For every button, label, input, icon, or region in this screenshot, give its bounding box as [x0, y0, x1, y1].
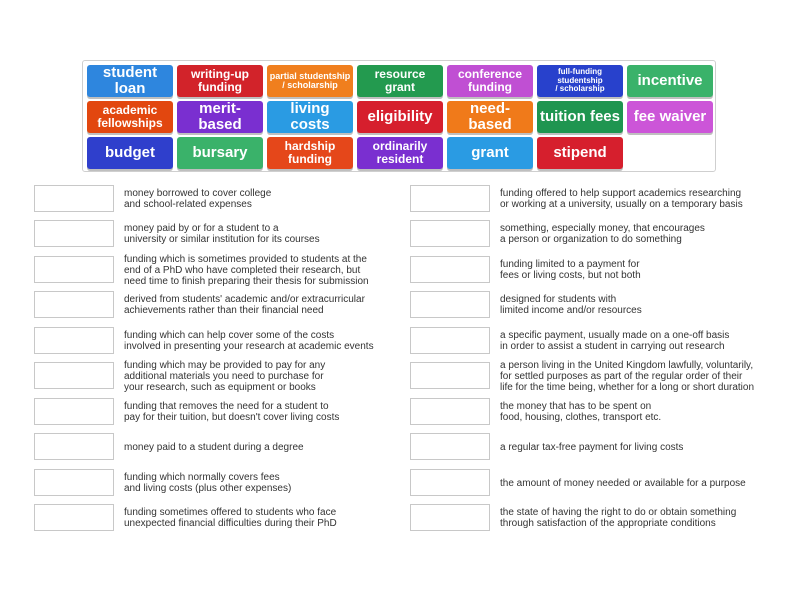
- right-drop-zone[interactable]: [410, 256, 490, 283]
- tile-resource-grant[interactable]: resource grant: [357, 65, 443, 97]
- definition-text: funding which can help cover some of the costs involved in presenting your research at academic events: [124, 330, 374, 352]
- right-definition: [500, 217, 765, 251]
- left-definition: [124, 288, 389, 322]
- left-definition: [124, 217, 389, 251]
- right-drop-zone[interactable]: [410, 398, 490, 425]
- definition-text: the money that has to be spent on food, housing, clothes, transport etc.: [500, 401, 662, 423]
- right-drop-zone[interactable]: [410, 291, 490, 318]
- right-drop-zone[interactable]: [410, 362, 490, 389]
- right-definition: [500, 324, 765, 358]
- right-definition: [500, 288, 765, 322]
- right-drop-zone[interactable]: [410, 504, 490, 531]
- definition-text: funding which normally covers fees and living costs (plus other expenses): [124, 472, 292, 494]
- left-drop-zone[interactable]: [34, 220, 114, 247]
- definition-text: money paid by or for a student to a university or similar institution for its courses: [124, 223, 320, 245]
- left-drop-zone[interactable]: [34, 398, 114, 425]
- tile-living-costs[interactable]: living costs: [267, 101, 353, 133]
- right-definition: [500, 430, 765, 464]
- tile-grant[interactable]: grant: [447, 137, 533, 169]
- left-drop-zone[interactable]: [34, 327, 114, 354]
- definition-text: money borrowed to cover college and school-related expenses: [124, 188, 272, 210]
- right-drop-zone[interactable]: [410, 469, 490, 496]
- definition-text: the amount of money needed or available for a purpose: [500, 477, 746, 489]
- left-definition: [124, 182, 389, 216]
- tile-stipend[interactable]: stipend: [537, 137, 623, 169]
- tile-academic-fellowships[interactable]: academic fellowships: [87, 101, 173, 133]
- left-definition: [124, 359, 389, 393]
- tile-full-funding-studentship-scholarship[interactable]: full-funding studentship / scholarship: [537, 65, 623, 97]
- tile-ordinarily-resident[interactable]: ordinarily resident: [357, 137, 443, 169]
- definition-text: funding sometimes offered to students who face unexpected financial difficulties during their PhD: [124, 507, 337, 529]
- left-definition: [124, 324, 389, 358]
- left-drop-zone[interactable]: [34, 469, 114, 496]
- right-definition: [500, 253, 765, 287]
- definition-text: funding that removes the need for a student to pay for their tuition, but doesn't cover living costs: [124, 401, 340, 423]
- tile-merit-based[interactable]: merit-based: [177, 101, 263, 133]
- left-drop-zone[interactable]: [34, 504, 114, 531]
- right-drop-zone[interactable]: [410, 327, 490, 354]
- left-drop-zone[interactable]: [34, 185, 114, 212]
- left-definition: [124, 430, 389, 464]
- definition-text: funding offered to help support academics researching or working at a university, usually on a temporary basis: [500, 188, 743, 210]
- definition-text: the state of having the right to do or obtain something through satisfaction of the appropriate conditions: [500, 507, 737, 529]
- tile-fee-waiver[interactable]: fee waiver: [627, 101, 713, 133]
- tile-need-based[interactable]: need-based: [447, 101, 533, 133]
- left-drop-zone[interactable]: [34, 256, 114, 283]
- left-drop-zone[interactable]: [34, 433, 114, 460]
- definition-text: a regular tax-free payment for living costs: [500, 441, 684, 453]
- tile-bursary[interactable]: bursary: [177, 137, 263, 169]
- definition-text: money paid to a student during a degree: [124, 441, 304, 453]
- right-definition: [500, 395, 765, 429]
- tile-writing-up-funding[interactable]: writing-up funding: [177, 65, 263, 97]
- tile-partial-studentship-scholarship[interactable]: partial studentship / scholarship: [267, 65, 353, 97]
- right-definition: [500, 359, 765, 393]
- right-drop-zone[interactable]: [410, 433, 490, 460]
- definition-text: designed for students with limited income and/or resources: [500, 294, 642, 316]
- left-definition: [124, 501, 389, 535]
- right-definition: [500, 466, 765, 500]
- tile-eligibility[interactable]: eligibility: [357, 101, 443, 133]
- definition-text: derived from students' academic and/or extracurricular achievements rather than their financial need: [124, 294, 365, 316]
- left-drop-zone[interactable]: [34, 291, 114, 318]
- right-definition: [500, 501, 765, 535]
- tile-hardship-funding[interactable]: hardship funding: [267, 137, 353, 169]
- left-definition: [124, 395, 389, 429]
- right-drop-zone[interactable]: [410, 220, 490, 247]
- tile-budget[interactable]: budget: [87, 137, 173, 169]
- left-definition: [124, 253, 389, 287]
- right-definition: [500, 182, 765, 216]
- definition-text: something, especially money, that encourages a person or organization to do something: [500, 223, 705, 245]
- right-drop-zone[interactable]: [410, 185, 490, 212]
- definition-text: funding which may be provided to pay for any additional materials you need to purchase for your research, such as equipment or books: [124, 359, 326, 393]
- definition-text: a person living in the United Kingdom lawfully, voluntarily, for settled purposes as part of the regular order of their life for the time being, whether for a long or short duration: [500, 359, 755, 393]
- definition-text: a specific payment, usually made on a one-off basis in order to assist a student in carrying out research: [500, 330, 730, 352]
- tile-conference-funding[interactable]: conference funding: [447, 65, 533, 97]
- left-definition: [124, 466, 389, 500]
- definition-text: funding limited to a payment for fees or living costs, but not both: [500, 259, 641, 281]
- left-drop-zone[interactable]: [34, 362, 114, 389]
- tile-student-loan[interactable]: student loan: [87, 65, 173, 97]
- tile-tuition-fees[interactable]: tuition fees: [537, 101, 623, 133]
- tile-incentive[interactable]: incentive: [627, 65, 713, 97]
- definition-text: funding which is sometimes provided to students at the end of a PhD who have completed their research, but need time to finish preparing their thesis for submission: [124, 253, 369, 287]
